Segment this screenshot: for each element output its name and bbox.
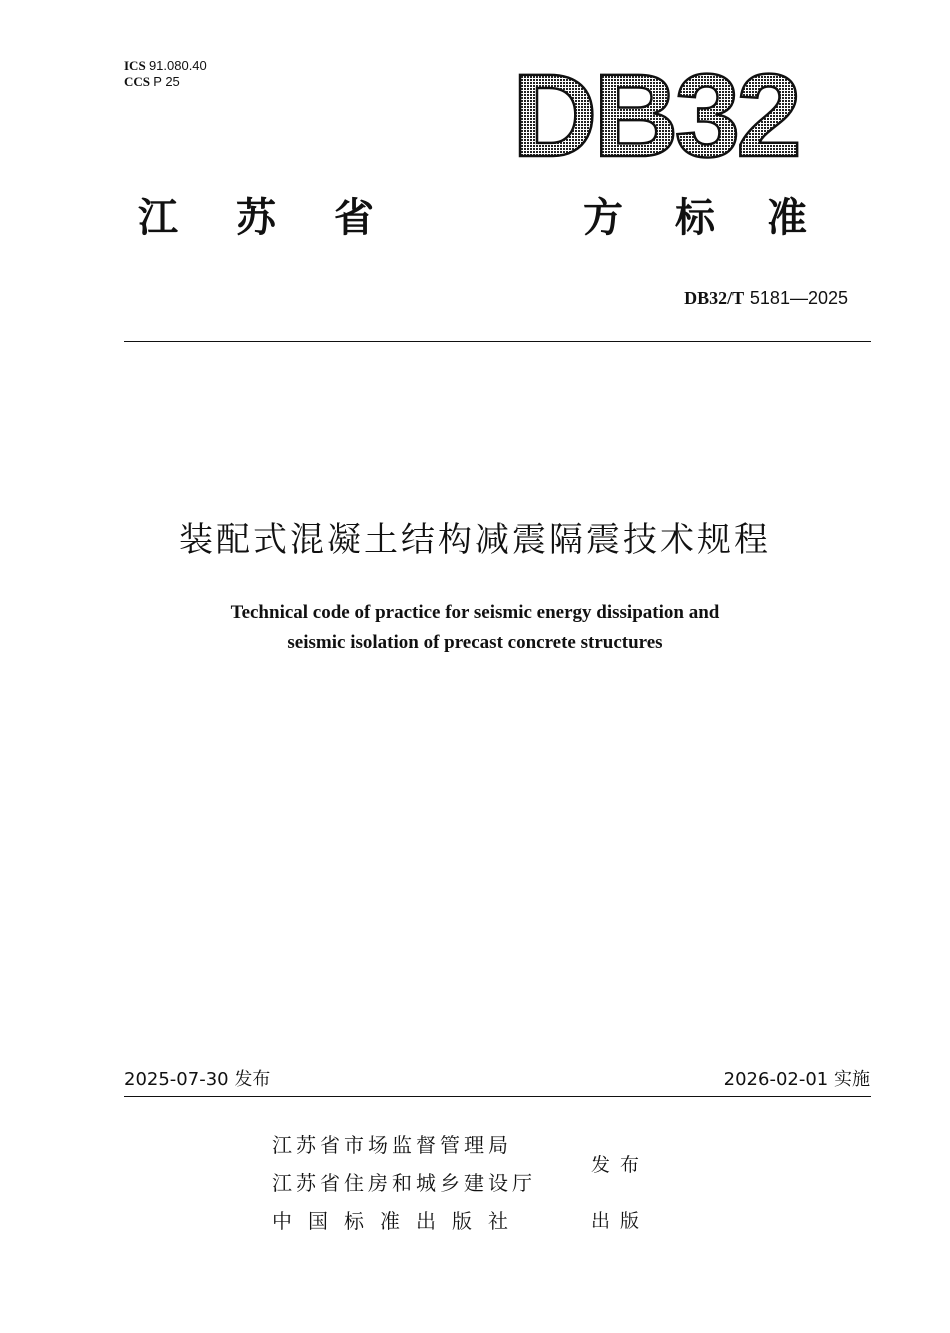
- issue-role-label: 发布: [591, 1154, 650, 1176]
- db32-logo-text: DB32: [512, 52, 798, 172]
- ccs-label: CCS: [124, 74, 151, 89]
- issuer-housing-construction: 江苏省住房和城乡建设厅: [272, 1171, 536, 1195]
- ics-label: ICS: [124, 58, 146, 73]
- ics-value: 91.080.40: [148, 58, 207, 73]
- ccs-value: P 25: [153, 74, 180, 89]
- standard-number-prefix: DB32/T: [684, 288, 745, 308]
- publisher-name: 中国标准出版社: [272, 1209, 524, 1233]
- english-title-line1: Technical code of practice for seismic energy dissipation and: [230, 602, 720, 623]
- issuer-market-regulation: 江苏省市场监督管理局: [272, 1133, 512, 1157]
- bottom-divider: [124, 1096, 871, 1097]
- classification-codes: [124, 58, 207, 90]
- english-title-line2: seismic isolation of precast concrete structures: [287, 632, 663, 653]
- standard-type-right: 方标准: [583, 195, 859, 241]
- english-title: [0, 598, 950, 658]
- chinese-title: 装配式混凝土结构减震隔震技术规程: [179, 520, 771, 560]
- issuing-bodies: [272, 1126, 536, 1240]
- ccs-code: [124, 74, 207, 90]
- standard-type-left: 江苏省: [138, 195, 432, 241]
- standard-number: [684, 288, 848, 309]
- standard-number-value: 5181—2025: [749, 288, 848, 308]
- db32-logo: [500, 52, 810, 172]
- publish-role-label: 出版: [591, 1210, 650, 1232]
- implement-date: 2026-02-01 实施: [723, 1069, 870, 1090]
- issue-date: 2025-07-30 发布: [124, 1069, 271, 1090]
- top-divider: [124, 341, 871, 342]
- ics-code: [124, 58, 207, 74]
